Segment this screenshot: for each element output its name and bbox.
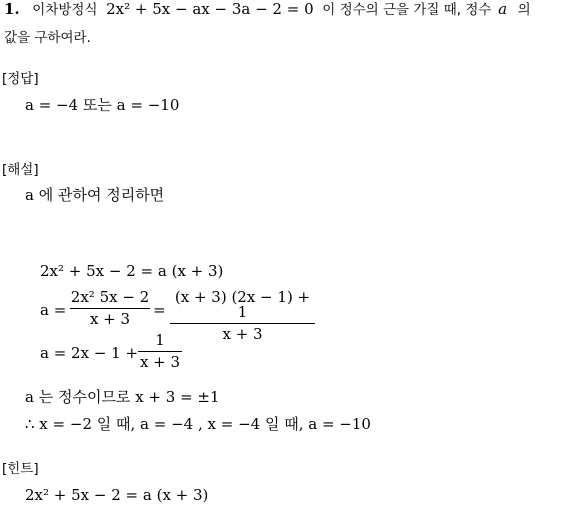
problem-line-1 <box>4 2 531 18</box>
solution-eq1: 2x² + 5x − 2 = a (x + 3) <box>40 262 224 280</box>
problem-text-a: 이차방정식 <box>32 2 98 18</box>
solution-therefore-line: ∴ x = −2 일 때, a = −4 , x = −4 일 때, a = −10 <box>25 415 371 433</box>
solution-eq2-frac2 <box>170 290 315 342</box>
answer-label: [정답] <box>2 71 39 87</box>
eq2-frac2-numerator: (x + 3) (2x − 1) + 1 <box>174 288 311 321</box>
solution-eq3-lhs: a = 2x − 1 + <box>40 344 139 362</box>
problem-text-c: 의 <box>517 2 531 18</box>
solution-intro: a 에 관하여 정리하면 <box>25 186 165 204</box>
eq3-frac-denominator: x + 3 <box>139 353 181 371</box>
solution-eq2-equals: = <box>153 301 166 319</box>
problem-text-b: 이 정수의 근을 가질 때, 정수 <box>322 2 492 18</box>
problem-equation: 2x² + 5x − ax − 3a − 2 = 0 <box>106 0 314 18</box>
solution-eq2-lhs: a = <box>40 301 67 319</box>
solution-eq3-frac <box>138 333 182 370</box>
eq3-frac-bar <box>138 351 182 352</box>
eq2-frac1-denominator: x + 3 <box>89 310 131 328</box>
problem-line-2: 값을 구하여라. <box>4 30 91 46</box>
answer-text: a = −4 또는 a = −10 <box>25 96 180 114</box>
solution-integer-line: a 는 정수이므로 x + 3 = ±1 <box>25 388 220 406</box>
eq2-frac2-bar <box>170 323 315 324</box>
solution-eq2-frac1 <box>70 290 150 327</box>
eq3-frac-numerator: 1 <box>155 331 165 349</box>
problem-number: 1. <box>4 0 20 18</box>
hint-label: [힌트] <box>2 461 39 477</box>
eq2-frac2-denominator: x + 3 <box>222 325 263 343</box>
solution-label: [해설] <box>2 162 39 178</box>
hint-text: 2x² + 5x − 2 = a (x + 3) <box>25 486 209 504</box>
problem-var-a: a <box>498 0 508 18</box>
eq2-frac1-numerator: 2x² 5x − 2 <box>70 288 150 306</box>
eq2-frac1-bar <box>70 308 150 309</box>
